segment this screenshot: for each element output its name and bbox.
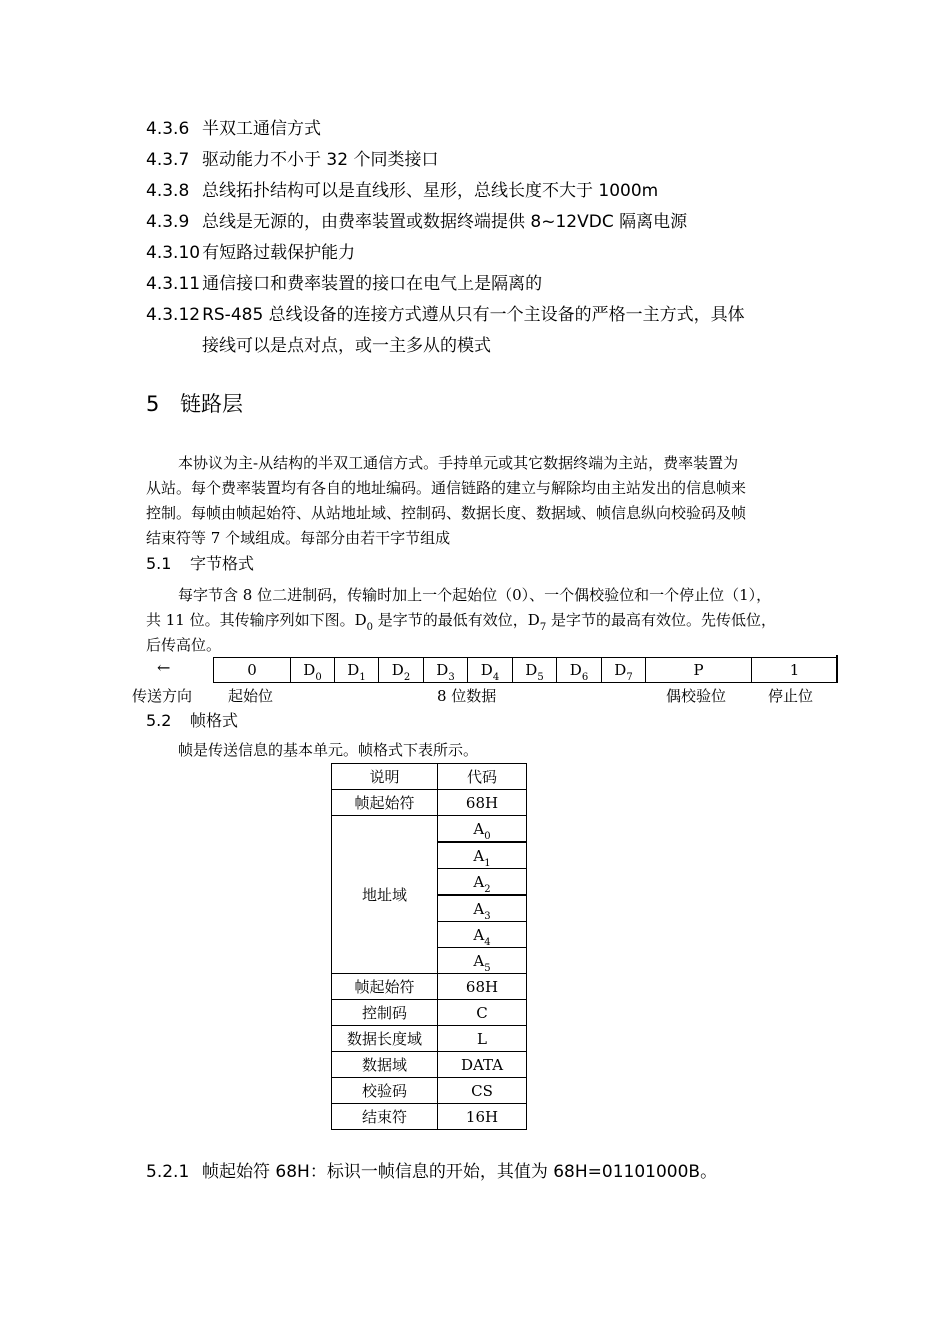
subsection-text: 帧起始符 68H：标识一帧信息的开始，其值为 68H=01101000B。 (202, 1162, 718, 1182)
table-header-row (332, 764, 527, 790)
table-cell: 68H (438, 974, 527, 1000)
paragraph-segment: 是字节的最高有效位。先传低位， (546, 611, 776, 629)
table-cell: 结束符 (332, 1104, 438, 1130)
section-intro-paragraph (146, 451, 826, 551)
table-cell: C (438, 1000, 527, 1026)
start-bit-label: 起始位 (228, 687, 274, 705)
paragraph-line: 结束符等 7 个域组成。每部分由若干字节组成 (146, 529, 451, 547)
data-bit-cell: $D_7$ (602, 658, 646, 682)
address-byte-cell: $A_1$ (438, 842, 527, 869)
subsection-title: 字节格式 (190, 554, 255, 573)
paragraph-segment: 是字节的最低有效位，D (373, 611, 540, 629)
address-field-label: 地址域 (332, 816, 438, 974)
parity-bit-label: 偶校验位 (666, 687, 727, 705)
list-item-text: 总线拓扑结构可以是直线形、星形，总线长度不大于 1000m (202, 181, 659, 201)
paragraph-line: 本协议为主-从结构的半双工通信方式。手持单元或其它数据终端为主站，费率装置为 (178, 454, 739, 472)
list-item-number: 4.3.10 (146, 243, 201, 263)
table-row (332, 790, 527, 816)
list-item-number: 4.3.11 (146, 274, 201, 294)
direction-label: 传送方向 (132, 687, 193, 705)
address-byte-cell: $A_2$ (438, 869, 527, 896)
subsection-heading-5-2 (146, 708, 238, 731)
frame-format-table (331, 763, 527, 1130)
list-item-number: 4.3.12 (146, 305, 201, 325)
subscript: 7 (539, 622, 547, 633)
data-bit-cell: $D_4$ (468, 658, 513, 682)
paragraph-line: 控制。每帧由帧起始符、从站地址域、控制码、数据长度、数据域、帧信息纵向校验码及帧 (146, 504, 747, 522)
data-bits-label: 8 位数据 (437, 687, 497, 705)
list-item-number: 4.3.8 (146, 181, 190, 201)
section-number: 5 (146, 392, 160, 416)
section-heading (146, 388, 243, 418)
list-item-4-3-9 (146, 207, 687, 232)
list-item-continuation: 接线可以是点对点，或一主多从的模式 (202, 336, 491, 356)
table-cell: DATA (438, 1052, 527, 1078)
list-item-text: 半双工通信方式 (202, 119, 321, 139)
frame-format-paragraph: 帧是传送信息的基本单元。帧格式下表所示。 (178, 741, 479, 759)
subsection-number: 5.2 (146, 711, 172, 730)
subsection-title: 帧格式 (190, 711, 239, 730)
table-cell: 控制码 (332, 1000, 438, 1026)
table-cell: 数据长度域 (332, 1026, 438, 1052)
list-item-number: 4.3.9 (146, 212, 190, 232)
list-item-text: 有短路过载保护能力 (202, 243, 356, 263)
stop-bit-label: 停止位 (768, 687, 814, 705)
list-item-4-3-10 (146, 238, 355, 263)
paragraph-line: 从站。每个费率装置均有各自的地址编码。通信链路的建立与解除均由主站发出的信息帧来 (146, 479, 747, 497)
paragraph-line (146, 608, 776, 635)
strip-end-bar (836, 655, 838, 683)
data-bit-cell: $D_0$ (291, 658, 335, 682)
section-title: 链路层 (180, 392, 243, 416)
table-row (332, 974, 527, 1000)
paragraph-line: 后传高位。 (146, 636, 222, 654)
list-item-4-3-11 (146, 269, 542, 294)
data-bit-cell: $D_6$ (557, 658, 602, 682)
stop-bit-cell: 1 (789, 661, 800, 679)
list-item-4-3-7 (146, 145, 438, 170)
list-item-text: 驱动能力不小于 32 个同类接口 (202, 150, 439, 170)
table-row (332, 1104, 527, 1130)
list-item-number: 4.3.7 (146, 150, 190, 170)
list-item-text: 总线是无源的，由费率装置或数据终端提供 8~12VDC 隔离电源 (202, 212, 688, 232)
table-row (332, 1000, 527, 1026)
paragraph-segment: 共 11 位。其传输序列如下图。D (146, 611, 367, 629)
byte-format-paragraph (146, 583, 826, 658)
list-item-number: 4.3.6 (146, 119, 190, 139)
list-item-4-3-12 (146, 300, 745, 325)
table-header-cell: 说明 (332, 764, 438, 790)
direction-arrow-icon: ← (157, 658, 171, 677)
subsection-number: 5.2.1 (146, 1162, 190, 1182)
start-bit-cell: 0 (214, 658, 291, 682)
table-cell: CS (438, 1078, 527, 1104)
data-bit-cell: $D_3$ (424, 658, 468, 682)
byte-format-strip (213, 657, 838, 683)
table-cell: 帧起始符 (332, 790, 438, 816)
address-byte-cell: $A_4$ (438, 922, 527, 948)
paragraph-line: 每字节含 8 位二进制码，传输时加上一个起始位（0）、一个偶校验位和一个停止位（1）， (178, 586, 772, 604)
table-cell: 数据域 (332, 1052, 438, 1078)
list-item-text: RS-485 总线设备的连接方式遵从只有一个主设备的严格一主方式，具体 (202, 305, 745, 325)
address-byte-cell: $A_5$ (438, 948, 527, 974)
parity-bit-cell: P (646, 658, 752, 682)
data-bit-cell: $D_5$ (513, 658, 557, 682)
table-cell: L (438, 1026, 527, 1052)
address-byte-cell: $A_0$ (438, 816, 527, 843)
subsection-heading-5-1 (146, 551, 254, 574)
table-cell: 校验码 (332, 1078, 438, 1104)
subsection-heading-5-2-1 (146, 1157, 717, 1182)
table-cell: 帧起始符 (332, 974, 438, 1000)
list-item-4-3-6 (146, 114, 321, 139)
table-row (332, 1078, 527, 1104)
list-item-4-3-8 (146, 176, 658, 201)
table-row (332, 1026, 527, 1052)
list-item-text: 通信接口和费率装置的接口在电气上是隔离的 (202, 274, 543, 294)
data-bit-cell: $D_1$ (335, 658, 379, 682)
table-header-cell: 代码 (438, 764, 527, 790)
table-cell: 68H (438, 790, 527, 816)
table-row (332, 1052, 527, 1078)
data-bit-cell: $D_2$ (379, 658, 424, 682)
subscript: 0 (366, 622, 374, 633)
table-cell: 16H (438, 1104, 527, 1130)
subsection-number: 5.1 (146, 554, 172, 573)
table-row (332, 816, 527, 843)
address-byte-cell: $A_3$ (438, 895, 527, 922)
